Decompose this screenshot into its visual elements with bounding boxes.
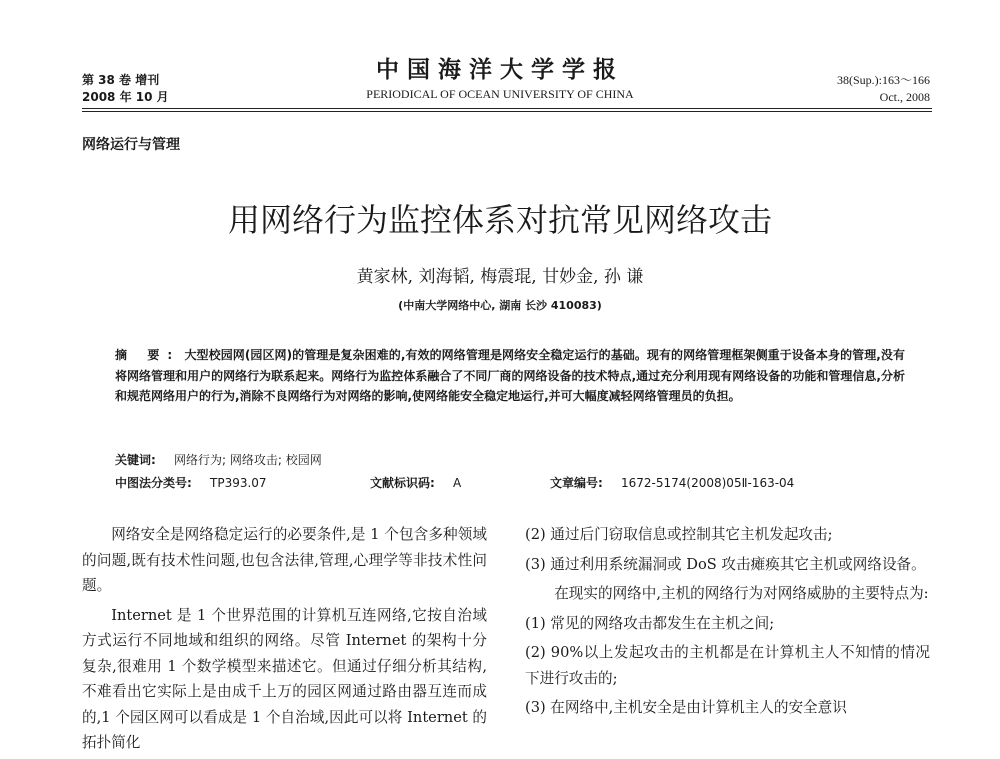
header-volume: 第 38 卷 增刊 (82, 73, 160, 87)
keywords-value: 网络行为; 网络攻击; 校园网 (174, 453, 322, 467)
body-paragraph: (2) 90%以上发起攻击的主机都是在计算机主人不知情的情况下进行攻击的; (525, 644, 930, 687)
body-column-left (82, 522, 487, 759)
paper-title: 用网络行为监控体系对抗常见网络攻击 (227, 201, 772, 239)
header-date-cn: 2008 年 10 月 (82, 90, 169, 104)
body-paragraph: (1) 常见的网络攻击都发生在主机之间; (525, 614, 775, 632)
body-paragraph: (2) 通过后门窃取信息或控制其它主机发起攻击; (525, 526, 833, 543)
abstract-text: 大型校园网(园区网)的管理是复杂困难的,有效的网络管理是网络安全稳定运行的基础。现有的网络管理框架侧重于设备本身的管理,没有将网络管理和用户的网络行为联系起来。网络行为监控体系融合了不同厂商的网络设备的技术特点,通过充分利用现有网络设备的功能和管理信息,分析和规范网络用户的行为,消除不良网络行为对网络的影响,使网络能安全稳定地运行,并可大幅度减轻网络管理员的负担。 (115, 348, 906, 403)
journal-title-cn: 中国海洋大学学报 (376, 56, 624, 83)
header-volume-block (82, 72, 169, 106)
abstract (115, 345, 905, 407)
clc-value: TP393.07 (210, 476, 267, 490)
section-label: 网络运行与管理 (82, 137, 180, 153)
header-rule-top (82, 108, 932, 109)
abstract-label: 摘 要: (115, 348, 181, 362)
body-paragraph: (3) 在网络中,主机安全是由计算机主人的安全意识 (525, 699, 847, 716)
header-pages-block (837, 72, 930, 106)
journal-title-en: PERIODICAL OF OCEAN UNIVERSITY OF CHINA (366, 87, 634, 101)
body-paragraph: Internet 是 1 个世界范围的计算机互连网络,它按自治域方式运行不同地域和组织的网络。尽管 Internet 的架构十分复杂,很难用 1 个数学模型来描述它。但通过仔细分析其结构,不难看出它实际上是由成千上万的园区网通过路由器互连而成的,1 个园区网可以看成是 1 个自治域,因此可以将 Internet 的拓扑简化 (82, 606, 487, 751)
journal-masthead (300, 56, 700, 102)
doc-code (370, 474, 461, 492)
paper-authors: 黄家林, 刘海韬, 梅震琨, 甘妙金, 孙 谦 (356, 267, 644, 287)
article-number (550, 474, 794, 492)
body-paragraph: 在现实的网络中,主机的网络行为对网络威胁的主要特点为: (554, 585, 929, 602)
body-column-right (525, 522, 930, 725)
clc-number (115, 474, 267, 492)
article-number-value: 1672-5174(2008)05Ⅱ-163-04 (621, 476, 795, 490)
doc-code-value: A (453, 476, 462, 490)
body-paragraph: (3) 通过利用系统漏洞或 DoS 攻击瘫痪其它主机或网络设备。 (525, 555, 926, 573)
keywords (115, 451, 322, 469)
header-pages: 38(Sup.):163～166 (836, 73, 930, 87)
doc-code-label: 文献标识码: (370, 476, 435, 490)
body-paragraph: 网络安全是网络稳定运行的必要条件,是 1 个包含多种领域的问题,既有技术性问题,也包含法律,管理,心理学等非技术性问题。 (82, 526, 487, 594)
paper-affiliation: (中南大学网络中心, 湖南 长沙 410083) (398, 299, 602, 312)
keywords-label: 关键词: (115, 453, 156, 467)
article-number-label: 文章编号: (550, 476, 603, 490)
clc-label: 中图法分类号: (115, 476, 192, 490)
header-date-en: Oct., 2008 (879, 90, 930, 104)
header-rule-bottom (82, 111, 932, 112)
